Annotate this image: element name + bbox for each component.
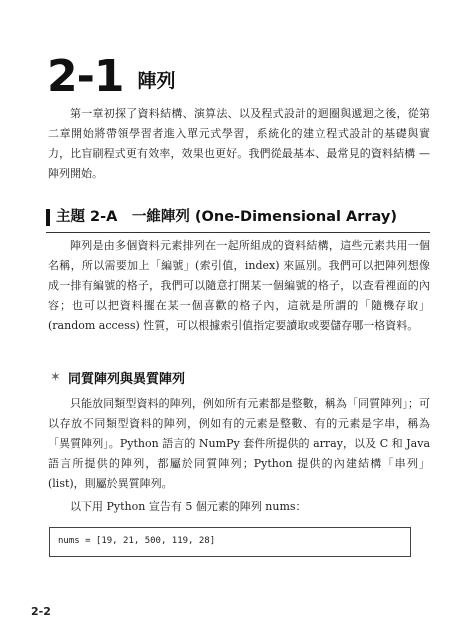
topic-title: 主題 2-A 一維陣列 (One-Dimensional Array) bbox=[56, 209, 397, 225]
star-icon: ✶ bbox=[50, 370, 61, 385]
chapter-title: 陣列 bbox=[137, 70, 176, 92]
code-line: nums = [19, 21, 500, 119, 28] bbox=[58, 536, 216, 546]
chapter-number: 2-1 bbox=[47, 51, 124, 102]
section-paragraph: 只能放同類型資料的陣列，例如所有元素都是整數，稱為「同質陣列」；可以存放不同類型資料的陣列，例如有的元素是整數、有的元素是字串，稱為「異質陣列」。Python 語言的 NumPy 套件所提供的 array，以及 C 和 Java 語言所提供的陣列，都屬於同質陣列；Python 提供的內建結構「串列」(list)，則屬於異質陣列。 bbox=[48, 397, 430, 490]
topic-underline bbox=[46, 232, 430, 233]
page-number: 2-2 bbox=[31, 605, 51, 618]
intro-paragraph: 第一章初探了資料結構、演算法、以及程式設計的迴圈與遞迴之後，從第二章開始將帶領學習者進入單元式學習，系統化的建立程式設計的基礎與實力，比盲刷程式更有效率，效果也更好。我們從最基本、最常見的資料結構 — 陣列開始。 bbox=[48, 107, 430, 180]
topic-paragraph: 陣列是由多個資料元素排列在一起所組成的資料結構，這些元素共用一個名稱，所以需要加上「編號」(索引值，index) 來區別。我們可以把陣列想像成一排有編號的格子，我們可以隨意打開某一個編號的格子，以查看裡面的內容；也可以把資料擺在某一個喜歡的格子內，這就是所謂的「隨機存取」(random access) 性質，可以根據索引值指定要讀取或要儲存哪一格資料。 bbox=[48, 239, 430, 332]
code-block bbox=[49, 527, 411, 557]
topic-heading bbox=[46, 206, 430, 228]
topic-marker-bar bbox=[46, 209, 50, 226]
section-title: 同質陣列與異質陣列 bbox=[68, 372, 186, 387]
section-heading bbox=[50, 368, 185, 387]
chapter-heading bbox=[47, 51, 176, 102]
code-lead-paragraph: 以下用 Python 宣告有 5 個元素的陣列 nums： bbox=[70, 500, 307, 513]
